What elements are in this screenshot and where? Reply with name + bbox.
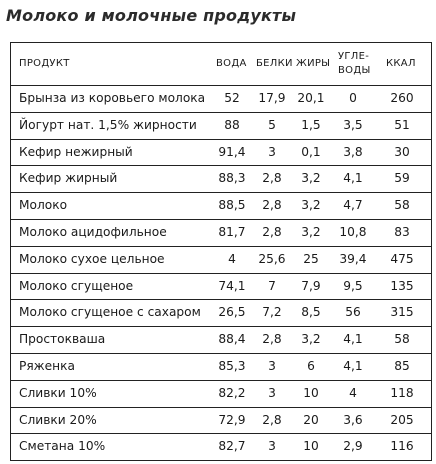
table-row [11,381,431,408]
water-value: 88,3 [218,171,246,186]
product-name: Йогурт нат. 1,5% жирности [19,117,197,132]
carbs-value: 4 [349,385,357,400]
header-fat: ЖИРЫ [296,58,331,69]
kcal-value: 59 [394,171,410,186]
fat-value: 3,2 [301,332,321,347]
product-name: Молоко сгущеное [19,278,134,293]
protein-value: 3 [268,439,276,454]
protein-value: 7 [268,278,276,293]
protein-value: 2,8 [262,198,282,213]
table-row [11,408,431,435]
protein-value: 7,2 [262,305,282,320]
protein-value: 2,8 [262,332,282,347]
kcal-value: 116 [390,439,414,454]
water-value: 82,2 [218,385,246,400]
kcal-value: 83 [394,224,410,239]
fat-value: 3,2 [301,198,321,213]
kcal-value: 205 [390,412,414,427]
product-name: Молоко [19,198,68,213]
table-row [11,113,431,140]
fat-value: 6 [307,358,315,373]
fat-value: 3,2 [301,171,321,186]
fat-value: 10 [303,385,319,400]
fat-value: 20 [303,412,319,427]
protein-value: 5 [268,117,276,132]
protein-value: 2,8 [262,224,282,239]
carbs-value: 9,5 [343,278,363,293]
table-row [11,247,431,274]
table-row [11,86,431,113]
kcal-value: 58 [394,198,410,213]
product-name: Кефир жирный [19,171,118,186]
water-value: 88 [224,117,240,132]
carbs-value: 4,7 [343,198,363,213]
table-row [11,140,431,167]
header-product: ПРОДУКТ [19,58,70,69]
carbs-value: 0 [349,91,357,105]
carbs-value: 39,4 [339,251,367,266]
kcal-value: 58 [394,332,410,347]
water-value: 81,7 [218,224,246,239]
fat-value: 7,9 [301,278,321,293]
product-name: Молоко сгущеное с сахаром [19,305,201,320]
table-row [11,166,431,193]
product-name: Простокваша [19,332,106,347]
fat-value: 3,2 [301,224,321,239]
fat-value: 20,1 [297,91,325,105]
product-name: Ряженка [19,358,75,373]
header-carbs-line1: УГЛЕ- [338,51,370,62]
table-row [11,300,431,327]
table-row [11,220,431,247]
fat-value: 0,1 [301,144,321,159]
protein-value: 2,8 [262,412,282,427]
fat-value: 8,5 [301,305,321,320]
water-value: 88,4 [218,332,246,347]
table-row [11,327,431,354]
carbs-value: 4,1 [343,358,363,373]
carbs-value: 4,1 [343,332,363,347]
header-kcal: ККАЛ [386,58,416,69]
carbs-value: 3,6 [343,412,363,427]
table-row [11,274,431,301]
table-row [11,434,431,460]
product-name: Молоко сухое цельное [19,251,165,266]
kcal-value: 315 [390,305,414,320]
carbs-value: 10,8 [339,224,367,239]
kcal-value: 30 [394,144,410,159]
carbs-value: 4,1 [343,171,363,186]
header-water: ВОДА [216,58,247,69]
product-name: Сливки 10% [19,385,97,400]
protein-value: 2,8 [262,171,282,186]
water-value: 74,1 [218,278,246,293]
fat-value: 25 [303,251,319,266]
water-value: 26,5 [218,305,246,320]
water-value: 85,3 [218,358,246,373]
kcal-value: 475 [390,251,414,266]
protein-value: 17,9 [258,91,286,105]
water-value: 91,4 [218,144,246,159]
table-header [11,43,431,86]
header-protein: БЕЛКИ [256,58,293,69]
carbs-value: 3,8 [343,144,363,159]
carbs-value: 56 [345,305,361,320]
nutrition-table [10,42,432,461]
kcal-value: 51 [394,117,410,132]
kcal-value: 135 [390,278,414,293]
fat-value: 1,5 [301,117,321,132]
fat-value: 10 [303,439,319,454]
header-carbs-line2: ВОДЫ [338,65,371,76]
water-value: 4 [228,251,236,266]
water-value: 82,7 [218,439,246,454]
water-value: 52 [224,91,240,105]
carbs-value: 3,5 [343,117,363,132]
page-title: Молоко и молочные продукты [6,6,297,25]
water-value: 88,5 [218,198,246,213]
water-value: 72,9 [218,412,246,427]
product-name: Брынза из коровьего молока [19,91,206,105]
kcal-value: 260 [390,91,414,105]
kcal-value: 85 [394,358,410,373]
protein-value: 3 [268,144,276,159]
product-name: Кефир нежирный [19,144,133,159]
protein-value: 3 [268,385,276,400]
product-name: Молоко ацидофильное [19,224,167,239]
kcal-value: 118 [390,385,414,400]
protein-value: 3 [268,358,276,373]
carbs-value: 2,9 [343,439,363,454]
protein-value: 25,6 [258,251,286,266]
product-name: Сливки 20% [19,412,97,427]
table-row [11,354,431,381]
product-name: Сметана 10% [19,439,106,454]
table-row [11,193,431,220]
